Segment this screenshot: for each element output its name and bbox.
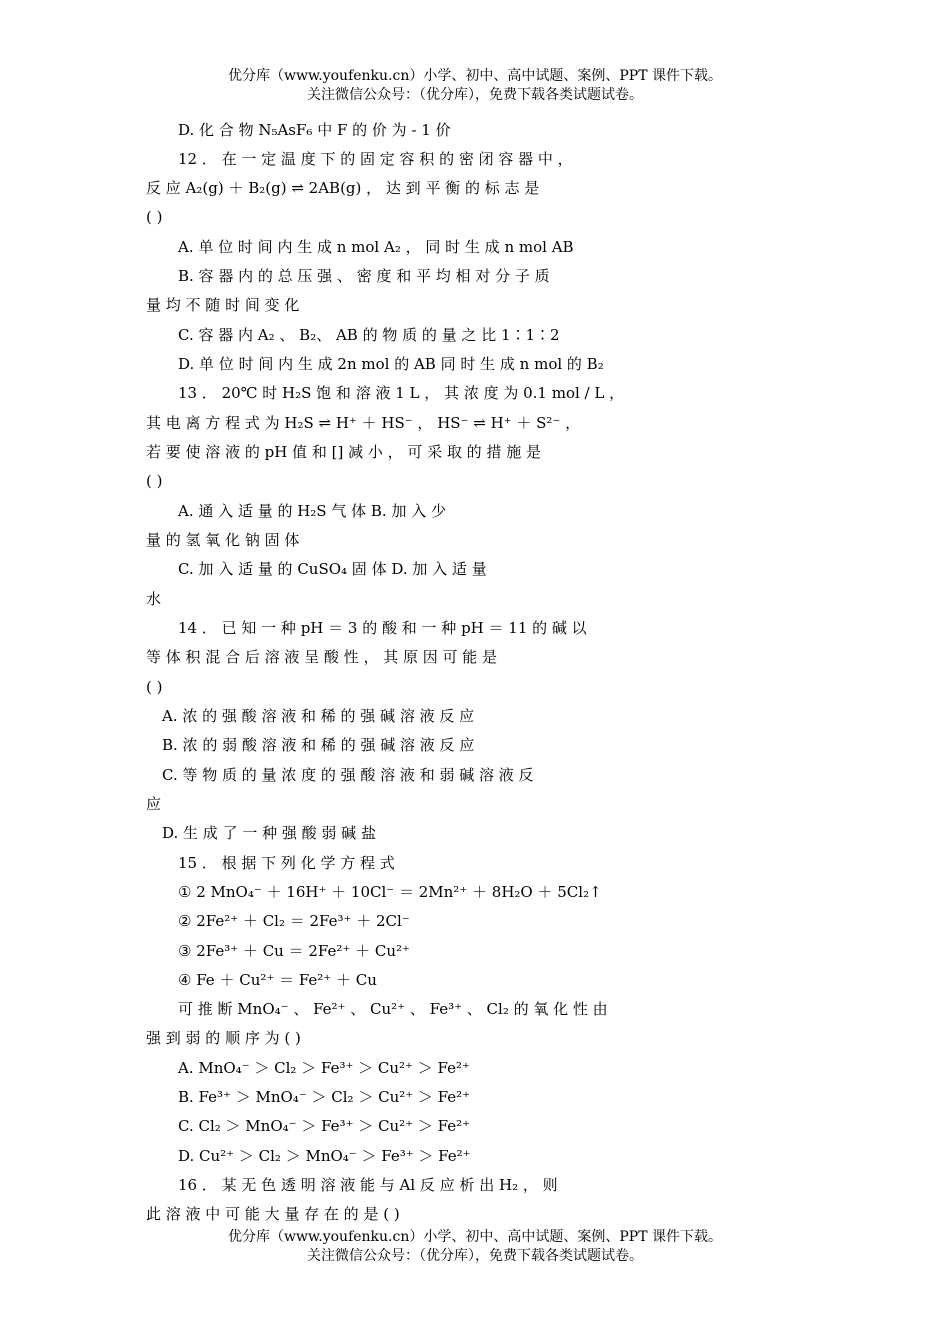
q13-option-b-cont: 量 的 氢 氧 化 钠 固 体	[146, 531, 300, 549]
q15-option-c: C. Cl₂ ＞ MnO₄⁻ ＞ Fe³⁺ ＞ Cu²⁺ ＞ Fe²⁺	[178, 1117, 471, 1135]
q12-stem-line-2: 反 应 A₂(g) ＋ B₂(g) ⇌ 2AB(g) ， 达 到 平 衡 的 标 志 是	[146, 179, 540, 197]
q12-option-b-cont: 量 均 不 随 时 间 变 化	[146, 296, 300, 314]
q16-stem-line-1: 16 ． 某 无 色 透 明 溶 液 能 与 Al 反 应 析 出 H₂ ， 则	[178, 1176, 558, 1194]
q13-stem-line-1: 13 ． 20℃ 时 H₂S 饱 和 溶 液 1 L ， 其 浓 度 为 0.1 mol / L ，	[178, 384, 625, 402]
q12-option-a: A. 单 位 时 间 内 生 成 n mol A₂ ， 同 时 生 成 n mol AB	[178, 238, 574, 256]
q12-option-c: C. 容 器 内 A₂ 、 B₂、 AB 的 物 质 的 量 之 比 1∶1∶2	[178, 326, 560, 344]
page-footer-line-1: 优分库（www.youfenku.cn）小学、初中、高中试题、案例、PPT 课件下载。	[227, 1229, 722, 1245]
q14-option-a: A. 浓 的 强 酸 溶 液 和 稀 的 强 碱 溶 液 反 应	[162, 707, 475, 725]
q13-stem-line-2: 其 电 离 方 程 式 为 H₂S ⇌ H⁺ ＋ HS⁻ ， HS⁻ ⇌ H⁺ ＋ S²⁻ ，	[146, 414, 581, 432]
q15-option-b: B. Fe³⁺ ＞ MnO₄⁻ ＞ Cl₂ ＞ Cu²⁺ ＞ Fe²⁺	[178, 1088, 471, 1106]
page-header-line-2: 关注微信公众号：（优分库），免费下载各类试题试卷。	[307, 87, 643, 103]
q14-option-c: C. 等 物 质 的 量 浓 度 的 强 酸 溶 液 和 弱 碱 溶 液 反	[162, 766, 534, 784]
q14-option-c-cont: 应	[146, 795, 162, 813]
q13-option-d-cont: 水	[146, 590, 162, 608]
q15-option-a: A. MnO₄⁻ ＞ Cl₂ ＞ Fe³⁺ ＞ Cu²⁺ ＞ Fe²⁺	[178, 1059, 470, 1077]
q13-options-ab: A. 通 入 适 量 的 H₂S 气 体 B. 加 入 少	[178, 502, 446, 520]
q13-stem-line-3: 若 要 使 溶 液 的 pH 值 和 [] 减 小 ， 可 采 取 的 措 施 是	[146, 443, 541, 461]
q11-option-d: D. 化 合 物 N₅AsF₆ 中 F 的 价 为 - 1 价	[178, 121, 451, 139]
q15-stem: 15 ． 根 据 下 列 化 学 方 程 式	[178, 854, 395, 872]
q15-option-d: D. Cu²⁺ ＞ Cl₂ ＞ MnO₄⁻ ＞ Fe³⁺ ＞ Fe²⁺	[178, 1147, 471, 1165]
q15-question-line-2: 强 到 弱 的 顺 序 为 ( )	[146, 1029, 301, 1047]
q15-equation-1: ① 2 MnO₄⁻ ＋ 16H⁺ ＋ 10Cl⁻ ＝ 2Mn²⁺ ＋ 8H₂O ＋ 5Cl₂↑	[178, 883, 602, 901]
q12-option-b: B. 容 器 内 的 总 压 强 、 密 度 和 平 均 相 对 分 子 质	[178, 267, 550, 285]
q14-option-d: D. 生 成 了 一 种 强 酸 弱 碱 盐	[162, 824, 376, 842]
page-footer-line-2: 关注微信公众号：（优分库），免费下载各类试题试卷。	[307, 1248, 643, 1264]
q12-answer-bracket: ( )	[146, 208, 163, 226]
q12-stem-line-1: 12 ． 在 一 定 温 度 下 的 固 定 容 积 的 密 闭 容 器 中 ，	[178, 150, 573, 168]
q15-equation-3: ③ 2Fe³⁺ ＋ Cu ＝ 2Fe²⁺ ＋ Cu²⁺	[178, 942, 410, 960]
q15-question-line-1: 可 推 断 MnO₄⁻ 、 Fe²⁺ 、 Cu²⁺ 、 Fe³⁺ 、 Cl₂ 的 氧 化 性 由	[178, 1000, 608, 1018]
q15-equation-4: ④ Fe ＋ Cu²⁺ ＝ Fe²⁺ ＋ Cu	[178, 971, 377, 989]
q14-answer-bracket: ( )	[146, 678, 163, 696]
q14-option-b: B. 浓 的 弱 酸 溶 液 和 稀 的 强 碱 溶 液 反 应	[162, 736, 475, 754]
q15-equation-2: ② 2Fe²⁺ ＋ Cl₂ ＝ 2Fe³⁺ ＋ 2Cl⁻	[178, 912, 410, 930]
q13-options-cd: C. 加 入 适 量 的 CuSO₄ 固 体 D. 加 入 适 量	[178, 560, 487, 578]
q14-stem-line-1: 14 ． 已 知 一 种 pH ＝ 3 的 酸 和 一 种 pH ＝ 11 的 碱 以	[178, 619, 587, 637]
page-header-line-1: 优分库（www.youfenku.cn）小学、初中、高中试题、案例、PPT 课件下载。	[227, 68, 722, 84]
q12-option-d: D. 单 位 时 间 内 生 成 2n mol 的 AB 同 时 生 成 n mol 的 B₂	[178, 355, 604, 373]
q13-answer-bracket: ( )	[146, 472, 163, 490]
q14-stem-line-2: 等 体 积 混 合 后 溶 液 呈 酸 性 ， 其 原 因 可 能 是	[146, 648, 498, 666]
q16-stem-line-2: 此 溶 液 中 可 能 大 量 存 在 的 是 ( )	[146, 1205, 400, 1223]
